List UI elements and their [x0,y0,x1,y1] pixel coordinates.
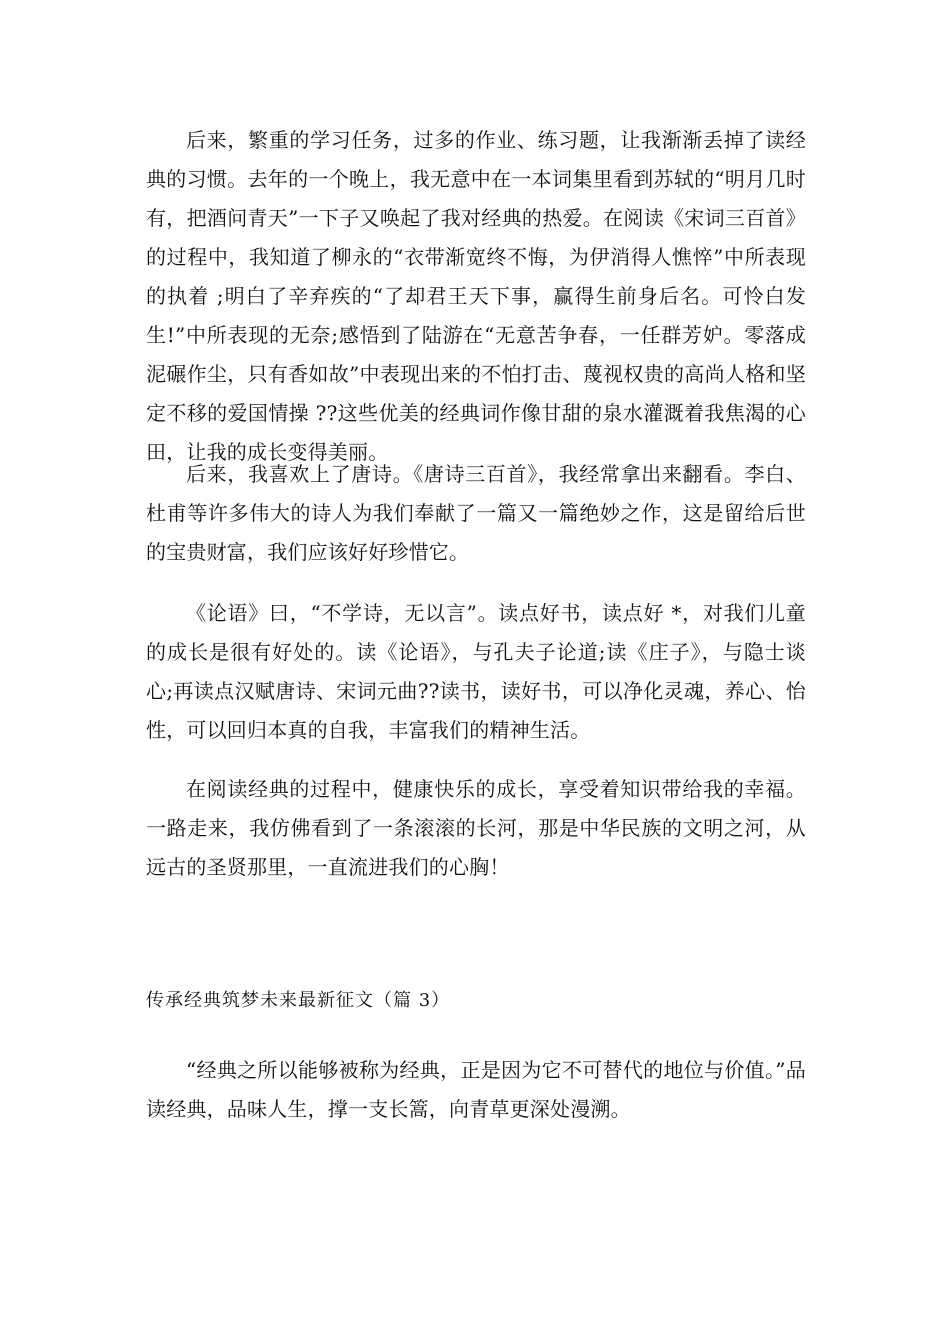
paragraph-conclusion: 在阅读经典的过程中，健康快乐的成长，享受着知识带给我的幸福。一路走来，我仿佛看到了一条滚滚的长河，那是中华民族的文明之河，从远古的圣贤那里，一直流进我们的心胸！ [146,777,806,879]
paragraph-song-ci: 后来，繁重的学习任务，过多的作业、练习题，让我渐渐丢掉了读经典的习惯。去年的一个晚上，我无意中在一本词集里看到苏轼的“明月几时有，把酒问青天”一下子又唤起了我对经典的热爱。在阅读《宋词三百首》的过程中，我知道了柳永的“衣带渐宽终不悔，为伊消得人憔悴”中所表现的执着 ;明白了辛弃疾的“了却君王天下事，赢得生前身后名。可怜白发生!”中所表现的无奈;感悟到了陆游在“无意苦争春，一任群芳妒。零落成泥碾作尘，只有香如故”中表现出来的不怕打击、蔑视权贵的高尚人格和坚定不移的爱国情操 ??这些优美的经典词作像甘甜的泉水灌溉着我焦渴的心田，让我的成长变得美丽。 [146,128,806,464]
section-paragraph: “经典之所以能够被称为经典，正是因为它不可替代的地位与价值。”品读经典，品味人生，撑一支长篙，向青草更深处漫溯。 [146,1058,806,1121]
section-title: 传承经典筑梦未来最新征文（篇 3） [146,990,451,1011]
paragraph-analects: 《论语》曰，“不学诗，无以言”。读点好书，读点好 *，对我们儿童的成长是很有好处的。读《论语》，与孔夫子论道;读《庄子》，与隐士谈心;再读点汉赋唐诗、宋词元曲??读书，读好书，可以净化灵魂，养心、怡性，可以回归本真的自我，丰富我们的精神生活。 [146,601,806,742]
paragraph-tang-poetry: 后来，我喜欢上了唐诗。《唐诗三百首》，我经常拿出来翻看。李白、杜甫等许多伟大的诗人为我们奉献了一篇又一篇绝妙之作，这是留给后世的宝贵财富，我们应该好好珍惜它。 [146,462,806,564]
